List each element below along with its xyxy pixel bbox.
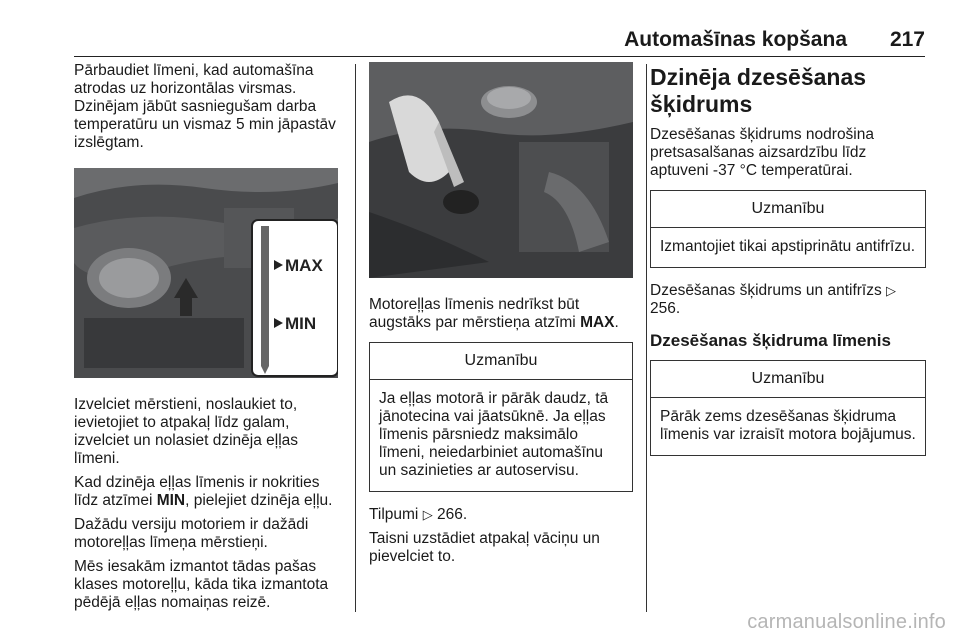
paragraph-coolant-intro: Dzesēšanas šķidrums nodrošina pretsasalšanas aizsardzību līdz aptuveni -37 °C temperatūrai. [650, 126, 874, 179]
dipstick-photo [74, 168, 338, 378]
caution-box-oil [369, 342, 633, 492]
chapter-title: Automašīnas kopšana [624, 28, 847, 51]
paragraph-versions: Dažādu versiju motoriem ir dažādi motoreļļas līmeņa mērstieņi. [74, 516, 309, 551]
caution-box-antifreeze [650, 190, 926, 268]
paragraph-min-level: Kad dzinēja eļļas līmenis ir nokrities līdz atzīmei MIN, pielejiet dzinēja eļļu. [74, 474, 333, 509]
caution-text: Ja eļļas motorā ir pārāk daudz, tā jānotecina vai jāatsūknē. Ja eļļas līmenis pārsniedz maksimālo līmeni, neiedarbiniet automašīnu un sazinieties ar autoservisu. [379, 390, 609, 479]
header-rule [74, 56, 925, 57]
column-divider-2 [646, 64, 647, 612]
ref-page-link[interactable]: 266 [437, 506, 463, 523]
column-2 [369, 62, 633, 572]
paragraph-reinstall-cap: Taisni uzstādiet atpakaļ vāciņu un pievelciet to. [369, 530, 600, 565]
caution-title: Uzmanību [651, 361, 925, 398]
column-3 [650, 62, 926, 470]
page-ref-icon: ▷ [886, 283, 897, 298]
column-divider-1 [355, 64, 356, 612]
page-ref-icon: ▷ [422, 507, 433, 522]
dipstick-min-label: MIN [285, 314, 317, 333]
paragraph-max-level: Motoreļļas līmenis nedrīkst būt augstāks par mērstieņa atzīmi MAX. [369, 296, 619, 331]
paragraph-coolant-ref: Dzesēšanas šķidrums un antifrīzs ▷ 256. [650, 282, 897, 317]
watermark: carmanualsonline.info [747, 611, 946, 633]
subheading-coolant-level: Dzesēšanas šķidruma līmenis [650, 331, 891, 350]
caution-box-coolant-level [650, 360, 926, 456]
caution-title: Uzmanību [370, 343, 632, 380]
caution-text: Izmantojiet tikai apstiprinātu antifrīzu. [660, 238, 916, 255]
paragraph-check-dipstick: Izvelciet mērstieni, noslaukiet to, ievietojiet to atpakaļ līdz galam, izvelciet un nolasiet dzinēja eļļas līmeni. [74, 396, 299, 467]
page-header [74, 28, 925, 58]
ref-page-link[interactable]: 256 [650, 300, 676, 317]
intro-paragraph: Pārbaudiet līmeni, kad automašīna atrodas uz horizontālas virsmas. Dzinējam jābūt sasniegušam darba temperatūru un vismaz 5 min jāpastāv izslēgtam. [74, 62, 336, 151]
dipstick-max-label: MAX [285, 256, 323, 275]
oil-filling-photo [369, 62, 633, 278]
paragraph-recommendation: Mēs iesakām izmantot tādas pašas klases motoreļļu, kāda tika izmantota pēdējā eļļas nomaiņas reizē. [74, 558, 329, 611]
paragraph-capacities-ref: Tilpumi ▷ 266. [369, 506, 468, 523]
caution-text: Pārāk zems dzesēšanas šķidruma līmenis var izraisīt motora bojājumus. [660, 408, 916, 443]
caution-title: Uzmanību [651, 191, 925, 228]
column-1 [74, 62, 342, 618]
page-number: 217 [889, 28, 925, 51]
section-heading-coolant: Dzinēja dzesēšanas šķidrums [650, 64, 867, 117]
